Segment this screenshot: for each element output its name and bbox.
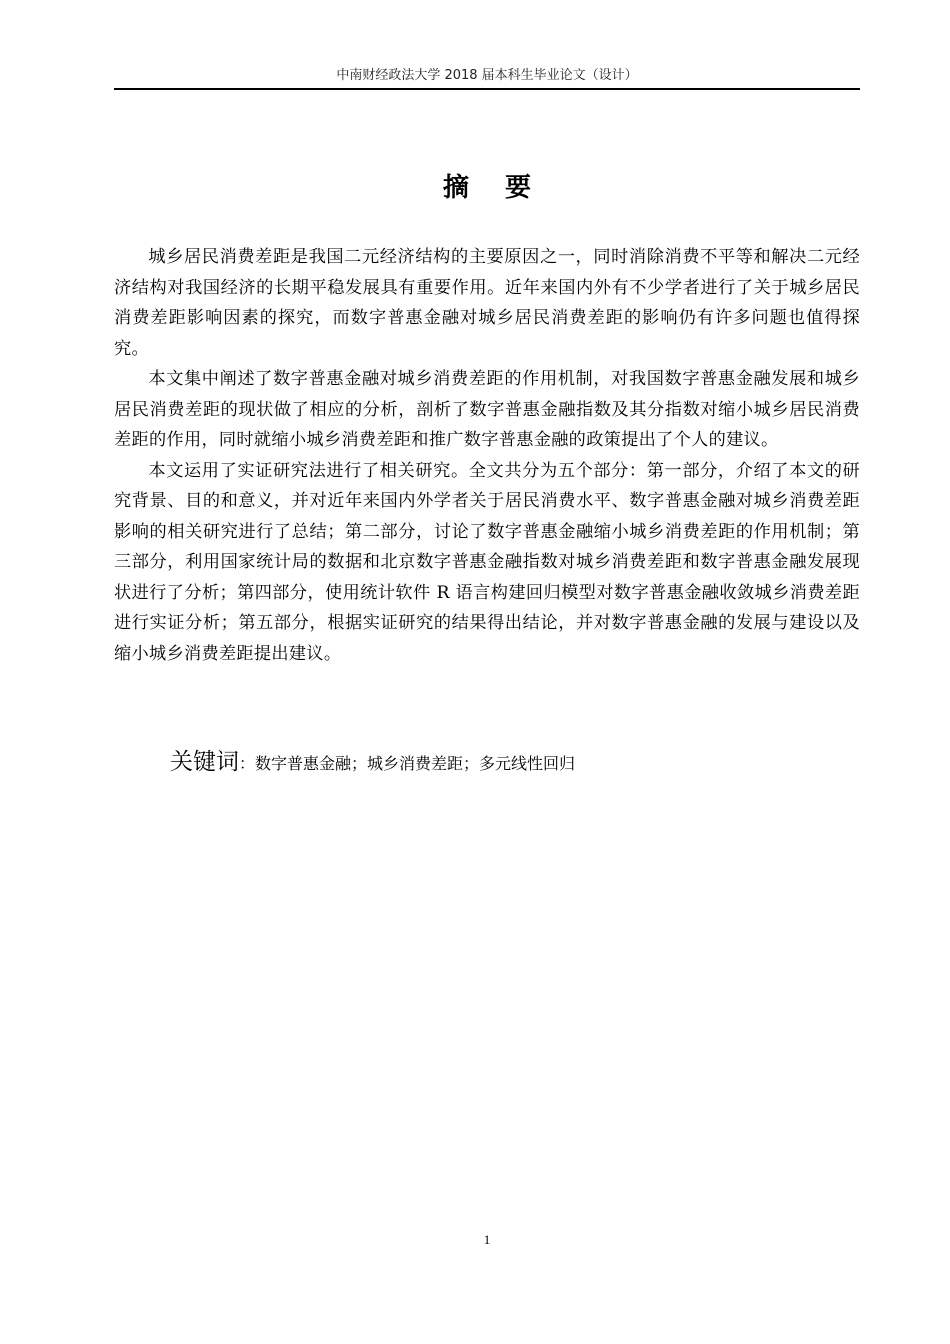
page-header bbox=[114, 64, 860, 90]
page-number: 1 bbox=[483, 1232, 491, 1247]
abstract-paragraph: 城乡居民消费差距是我国二元经济结构的主要原因之一，同时消除消费不平等和解决二元经济结构对我国经济的长期平稳发展具有重要作用。近年来国内外有不少学者进行了关于城乡居民消费差距影响因素的探究，而数字普惠金融对城乡居民消费差距的影响仍有许多问题也值得探究。 bbox=[114, 247, 860, 359]
keywords-label: 关键词 bbox=[170, 749, 239, 775]
keywords-line bbox=[170, 744, 575, 780]
abstract-paragraph: 本文集中阐述了数字普惠金融对城乡消费差距的作用机制，对我国数字普惠金融发展和城乡居民消费差距的现状做了相应的分析，剖析了数字普惠金融指数及其分指数对缩小城乡居民消费差距的作用，同时就缩小城乡消费差距和推广数字普惠金融的政策提出了个人的建议。 bbox=[114, 369, 860, 450]
abstract-paragraph: 本文运用了实证研究法进行了相关研究。全文共分为五个部分：第一部分，介绍了本文的研究背景、目的和意义，并对近年来国内外学者关于居民消费水平、数字普惠金融对城乡消费差距影响的相关研究进行了总结；第二部分，讨论了数字普惠金融缩小城乡消费差距的作用机制；第三部分，利用国家统计局的数据和北京数字普惠金融指数对城乡消费差距和数字普惠金融发展现状进行了分析；第四部分，使用统计软件 R 语言构建回归模型对数字普惠金融收敛城乡消费差距进行实证分析；第五部分，根据实证研究的结果得出结论，并对数字普惠金融的发展与建设以及缩小城乡消费差距提出建议。 bbox=[114, 460, 860, 664]
abstract-title: 摘要 bbox=[442, 173, 567, 203]
abstract-body bbox=[114, 242, 860, 669]
header-text: 中南财经政法大学 2018 届本科生毕业论文（设计） bbox=[336, 68, 638, 83]
keywords-value: ：数字普惠金融；城乡消费差距；多元线性回归 bbox=[239, 754, 576, 773]
